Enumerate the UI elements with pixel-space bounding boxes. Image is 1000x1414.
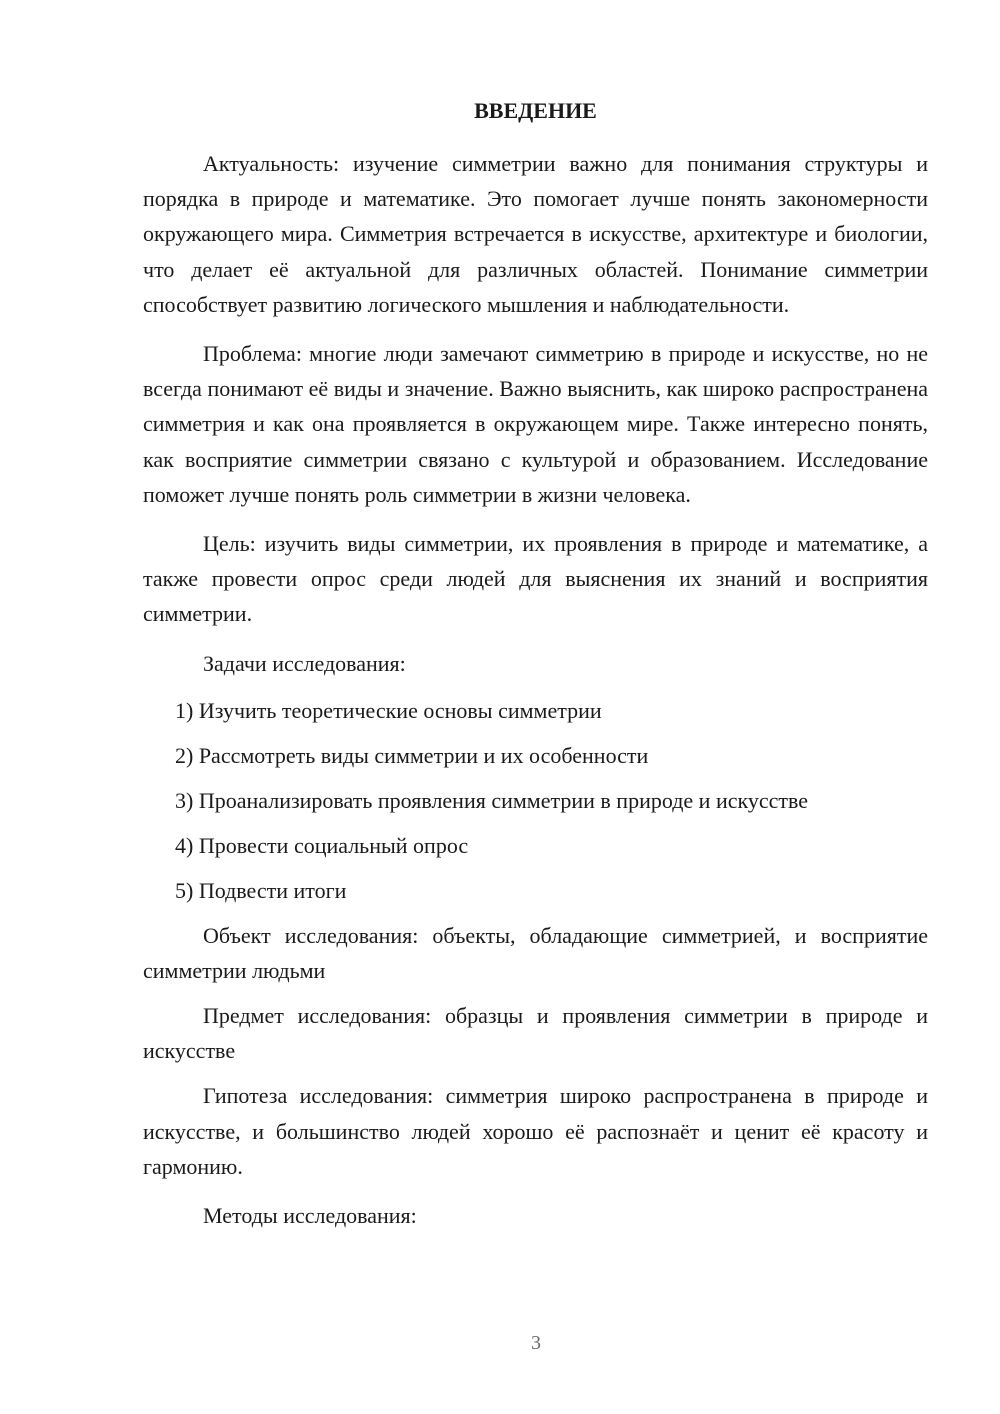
paragraph-subject: Предмет исследования: образцы и проявления симметрии в природе и искусстве [143,1003,928,1064]
document-page [143,96,928,1245]
tasks-heading: Задачи исследования: [203,650,406,676]
paragraph-relevance: Актуальность: изучение симметрии важно для понимания структуры и порядка в природе и математике. Это помогает лучше понять закономерности окружающего мира. Симметрия встречается в искусстве, архитектуре и биологии, что делает её актуальной для различных областей. Понимание симметрии способствует развитию логического мышления и наблюдательности. [143,151,928,317]
methods-heading: Методы исследования: [203,1203,417,1229]
task-item-5: 5) Подвести итоги [175,877,347,903]
paragraph-goal: Цель: изучить виды симметрии, их проявления в природе и математике, а также провести опрос среди людей для выяснения их знаний и восприятия симметрии. [143,531,928,627]
task-item-2: 2) Рассмотреть виды симметрии и их особенности [175,742,649,768]
paragraph-hypothesis: Гипотеза исследования: симметрия широко распространена в природе и искусстве, и большинство людей хорошо её распознаёт и ценит её красоту и гармонию. [143,1083,928,1179]
task-item-1: 1) Изучить теоретические основы симметрии [175,697,602,723]
paragraph-problem: Проблема: многие люди замечают симметрию в природе и искусстве, но не всегда понимают её виды и значение. Важно выяснить, как широко распространена симметрия и как она проявляется в окружающем мире. Также интересно понять, как восприятие симметрии связано с культурой и образованием. Исследование поможет лучше понять роль симметрии в жизни человека. [143,341,928,507]
task-item-4: 4) Провести социальный опрос [175,832,469,858]
section-title: ВВЕДЕНИЕ [474,98,597,123]
paragraph-object: Объект исследования: объекты, обладающие симметрией, и восприятие симметрии людьми [143,922,928,983]
task-item-3: 3) Проанализировать проявления симметрии в природе и искусстве [175,787,809,813]
page-number: 3 [531,1332,541,1354]
